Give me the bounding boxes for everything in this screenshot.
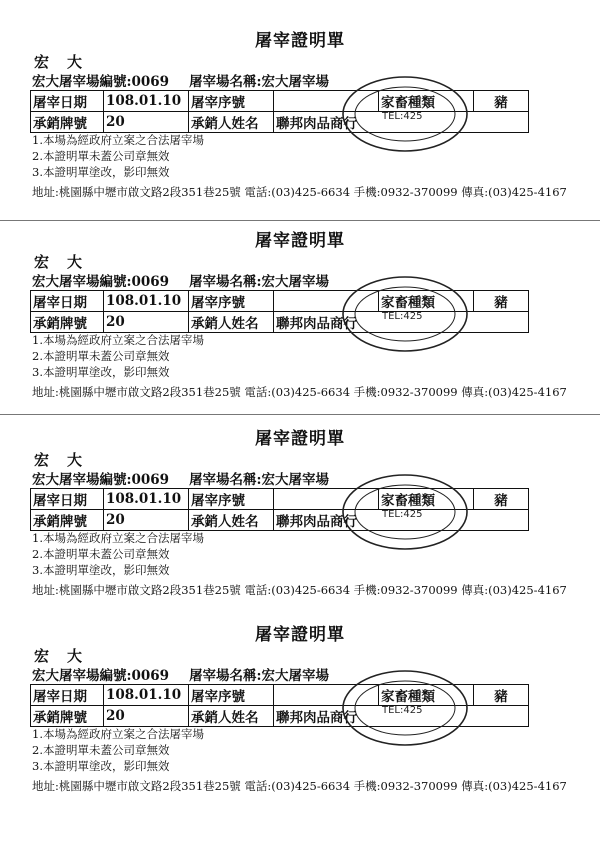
consignee-name-label: 承銷人姓名: [189, 312, 274, 333]
address-line: 地址:桃園縣中壢市啟文路2段351巷25號 電話:(03)425-6634 手機:0932-370099 傳真:(03)425-4167: [32, 583, 567, 597]
livestock-type-label: 家畜種類: [379, 291, 474, 312]
note-item: 2.本證明單未蓋公司章無效: [32, 547, 170, 561]
slaughterhouse-id: 宏大屠宰場編號:0069: [32, 472, 170, 488]
slaughter-certificate-1: [0, 24, 600, 224]
livestock-type-value: 豬: [474, 489, 529, 510]
divider: [0, 220, 600, 221]
note-item: 2.本證明單未蓋公司章無效: [32, 149, 170, 163]
company-name: 宏大: [34, 53, 101, 71]
slaughter-serial-label: 屠宰序號: [189, 291, 274, 312]
address-line: 地址:桃園縣中壢市啟文路2段351巷25號 電話:(03)425-6634 手機:0932-370099 傳真:(03)425-4167: [32, 185, 567, 199]
consignee-name-label: 承銷人姓名: [189, 112, 274, 133]
slaughter-serial-value: [274, 489, 379, 510]
note-item: 1.本場為經政府立案之合法屠宰場: [32, 333, 204, 347]
slaughter-date-value: 108.01.10: [104, 291, 189, 312]
slaughter-certificate-4: [0, 618, 600, 818]
consignee-number-label: 承銷牌號: [31, 706, 104, 727]
livestock-type-label: 家畜種類: [379, 685, 474, 706]
consignee-name-label: 承銷人姓名: [189, 510, 274, 531]
slaughterhouse-id: 宏大屠宰場編號:0069: [32, 668, 170, 684]
slaughterhouse-id: 宏大屠宰場編號:0069: [32, 74, 170, 90]
slaughterhouse-name: 屠宰場名稱:宏大屠宰場: [189, 74, 330, 90]
note-item: 3.本證明單塗改，影印無效: [32, 365, 170, 379]
company-name: 宏大: [34, 451, 101, 469]
note-item: 2.本證明單未蓋公司章無效: [32, 743, 170, 757]
slaughter-date-label: 屠宰日期: [31, 489, 104, 510]
slaughter-date-value: 108.01.10: [104, 685, 189, 706]
livestock-type-value: 豬: [474, 685, 529, 706]
slaughter-date-label: 屠宰日期: [31, 91, 104, 112]
slaughter-serial-value: [274, 291, 379, 312]
livestock-type-label: 家畜種類: [379, 91, 474, 112]
table-row: [31, 312, 529, 333]
certificate-table: [30, 290, 529, 333]
slaughterhouse-info: [32, 270, 329, 290]
note-item: 2.本證明單未蓋公司章無效: [32, 349, 170, 363]
slaughterhouse-info: [32, 70, 329, 90]
note-item: 1.本場為經政府立案之合法屠宰場: [32, 531, 204, 545]
livestock-type-label: 家畜種類: [379, 489, 474, 510]
consignee-number-label: 承銷牌號: [31, 312, 104, 333]
consignee-number-value: 20: [104, 312, 189, 333]
seal-text: TEL:425: [382, 705, 423, 716]
company-name: 宏大: [34, 647, 101, 665]
slaughter-serial-label: 屠宰序號: [189, 91, 274, 112]
slaughter-date-label: 屠宰日期: [31, 291, 104, 312]
livestock-type-value: 豬: [474, 291, 529, 312]
certificate-table: [30, 488, 529, 531]
address-line: 地址:桃園縣中壢市啟文路2段351巷25號 電話:(03)425-6634 手機:0932-370099 傳真:(03)425-4167: [32, 779, 567, 793]
note-item: 3.本證明單塗改，影印無效: [32, 759, 170, 773]
consignee-name-label: 承銷人姓名: [189, 706, 274, 727]
slaughter-certificate-2: [0, 224, 600, 424]
slaughterhouse-name: 屠宰場名稱:宏大屠宰場: [189, 472, 330, 488]
slaughter-serial-value: [274, 685, 379, 706]
table-row: [31, 510, 529, 531]
consignee-name-value: 聯邦肉品商行: [274, 510, 529, 531]
slaughterhouse-info: [32, 468, 329, 488]
address-line: 地址:桃園縣中壢市啟文路2段351巷25號 電話:(03)425-6634 手機:0932-370099 傳真:(03)425-4167: [32, 385, 567, 399]
consignee-number-value: 20: [104, 112, 189, 133]
notes-list: [32, 132, 204, 180]
note-item: 3.本證明單塗改，影印無效: [32, 165, 170, 179]
slaughter-date-value: 108.01.10: [104, 489, 189, 510]
slaughter-date-label: 屠宰日期: [31, 685, 104, 706]
slaughter-serial-label: 屠宰序號: [189, 489, 274, 510]
consignee-number-label: 承銷牌號: [31, 510, 104, 531]
seal-text: TEL:425: [382, 509, 423, 520]
certificate-table: [30, 684, 529, 727]
slaughter-serial-value: [274, 91, 379, 112]
note-item: 1.本場為經政府立案之合法屠宰場: [32, 133, 204, 147]
seal-text: TEL:425: [382, 311, 423, 322]
slaughter-serial-label: 屠宰序號: [189, 685, 274, 706]
consignee-number-label: 承銷牌號: [31, 112, 104, 133]
consignee-name-value: 聯邦肉品商行: [274, 112, 529, 133]
certificate-title: 屠宰證明單: [255, 625, 345, 645]
seal-text: TEL:425: [382, 111, 423, 122]
table-row: [31, 112, 529, 133]
slaughterhouse-info: [32, 664, 329, 684]
notes-list: [32, 726, 204, 774]
table-row: [31, 91, 529, 112]
livestock-type-value: 豬: [474, 91, 529, 112]
consignee-number-value: 20: [104, 706, 189, 727]
consignee-number-value: 20: [104, 510, 189, 531]
note-item: 3.本證明單塗改，影印無效: [32, 563, 170, 577]
slaughterhouse-name: 屠宰場名稱:宏大屠宰場: [189, 668, 330, 684]
consignee-name-value: 聯邦肉品商行: [274, 706, 529, 727]
table-row: [31, 489, 529, 510]
consignee-name-value: 聯邦肉品商行: [274, 312, 529, 333]
notes-list: [32, 530, 204, 578]
slaughter-date-value: 108.01.10: [104, 91, 189, 112]
note-item: 1.本場為經政府立案之合法屠宰場: [32, 727, 204, 741]
certificate-title: 屠宰證明單: [255, 31, 345, 51]
table-row: [31, 291, 529, 312]
notes-list: [32, 332, 204, 380]
certificate-title: 屠宰證明單: [255, 429, 345, 449]
divider: [0, 414, 600, 415]
table-row: [31, 685, 529, 706]
company-name: 宏大: [34, 253, 101, 271]
slaughterhouse-name: 屠宰場名稱:宏大屠宰場: [189, 274, 330, 290]
certificate-title: 屠宰證明單: [255, 231, 345, 251]
slaughter-certificate-3: [0, 422, 600, 622]
table-row: [31, 706, 529, 727]
slaughterhouse-id: 宏大屠宰場編號:0069: [32, 274, 170, 290]
certificate-table: [30, 90, 529, 133]
